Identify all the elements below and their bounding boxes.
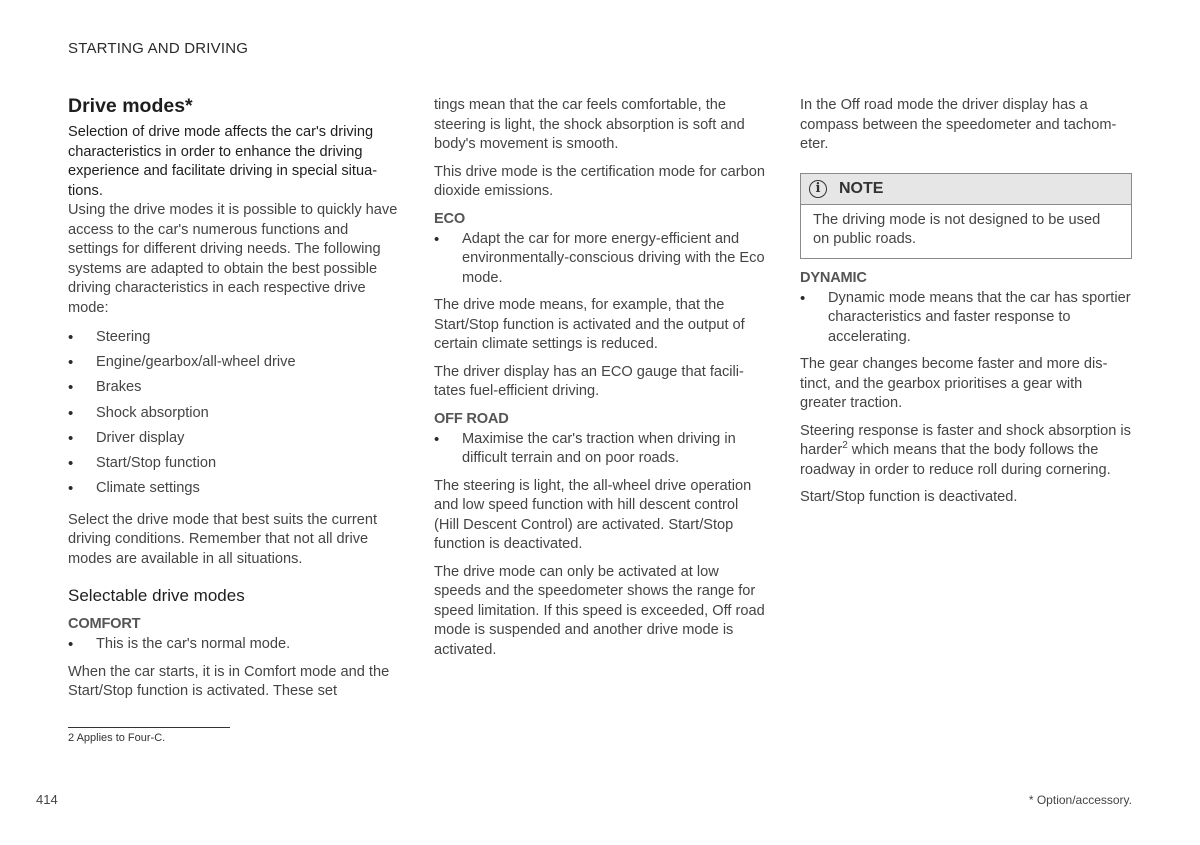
eco-list <box>434 230 766 289</box>
note-box <box>800 173 1132 259</box>
column-2 <box>434 96 766 668</box>
certification-paragraph: This drive mode is the certification mode for carbon dioxide emissions. <box>434 163 765 199</box>
footnote: 2 Applies to Four-C. <box>68 732 166 744</box>
list-item: • Start/Stop function <box>68 454 398 474</box>
section-heading: Selectable drive modes <box>68 586 245 606</box>
list-item: • Adapt the car for more energy-efficient and environmentally-conscious driving with the Eco mode. <box>434 230 766 289</box>
note-title: NOTE <box>839 179 884 197</box>
footnote-ref: 2 <box>842 440 848 452</box>
steering-text-b: which means that the body follows the roadway in order to reduce roll during cornering. <box>800 442 1111 478</box>
list-item: • Brakes <box>68 378 398 398</box>
option-note: * Option/accessory. <box>1028 793 1132 807</box>
eco-gauge-paragraph: The driver display has an ECO gauge that facilitates fuel-efficient driving. <box>434 363 744 399</box>
comfort-heading: COMFORT <box>68 616 141 633</box>
steering-text-a: Steering response is faster and shock absorption is harder <box>800 422 1131 458</box>
offroad-speed-paragraph: The drive mode can only be activated at low speeds and the speedometer shows the range for speed limitation. If this speed is exceeded, Off road mode is suspended and another drive mode is activated. <box>434 563 765 658</box>
footnote-rule <box>68 727 230 728</box>
offroad-heading: OFF ROAD <box>434 410 509 427</box>
page-title: Drive modes* <box>68 95 193 117</box>
intro-paragraph: Using the drive modes it is possible to quickly have access to the car's numerous functions and settings for different driving needs. The following systems are adapted to obtain the best possible driving characteristics in each respective drive mode: <box>68 202 398 316</box>
dynamic-gear-paragraph: The gear changes become faster and more distinct, and the gearbox prioritises a gear with greater traction. <box>800 356 1108 411</box>
list-item: • Steering <box>68 328 398 348</box>
comfort-paragraph: When the car starts, it is in Comfort mode and the Start/Stop function is activated. These set <box>68 663 390 700</box>
list-item: • Dynamic mode means that the car has sportier characteristics and faster response to accelerating. <box>800 289 1132 348</box>
dynamic-heading: DYNAMIC <box>800 269 867 286</box>
column-1 <box>68 94 398 702</box>
note-header <box>801 174 1131 205</box>
running-header: STARTING AND DRIVING <box>68 40 249 57</box>
page-number: 414 <box>36 792 58 807</box>
eco-heading: ECO <box>434 210 466 227</box>
info-icon: i <box>809 180 827 198</box>
dynamic-list <box>800 289 1132 348</box>
eco-paragraph: The drive mode means, for example, that the Start/Stop function is activated and the output of certain climate settings is reduced. <box>434 297 745 352</box>
note-text: The driving mode is not designed to be used on public roads. <box>813 211 1101 247</box>
offroad-list <box>434 430 766 469</box>
dynamic-startstop-paragraph: Start/Stop function is deactivated. <box>800 489 1018 505</box>
dynamic-steering-paragraph <box>800 422 1132 481</box>
list-item: • Driver display <box>68 429 398 449</box>
column-3 <box>800 96 1132 516</box>
list-item: • This is the car's normal mode. <box>68 635 398 655</box>
offroad-paragraph: The steering is light, the all-wheel drive operation and low speed function with hill descent control (Hill Descent Control) are activated. Start/Stop function is deactivated. <box>434 477 752 552</box>
list-item: • Maximise the car's traction when driving in difficult terrain and on poor roads. <box>434 430 766 469</box>
offroad-compass-paragraph: In the Off road mode the driver display has a compass between the speedometer and tachometer. <box>800 97 1117 152</box>
comfort-continued: tings mean that the car feels comfortable, the steering is light, the shock absorption is soft and body's movement is smooth. <box>434 97 745 152</box>
select-paragraph: Select the drive mode that best suits the current driving conditions. Remember that not all drive modes are available in all situations. <box>68 511 378 567</box>
list-item: • Climate settings <box>68 479 398 499</box>
list-item: • Engine/gearbox/all-wheel drive <box>68 353 398 373</box>
comfort-list <box>68 635 398 655</box>
list-item: • Shock absorption <box>68 404 398 424</box>
lead-paragraph: Selection of drive mode affects the car's driving characteristics in order to enhance the driving experience and facilitate driving in special situations. <box>68 124 378 199</box>
systems-list <box>68 328 398 499</box>
